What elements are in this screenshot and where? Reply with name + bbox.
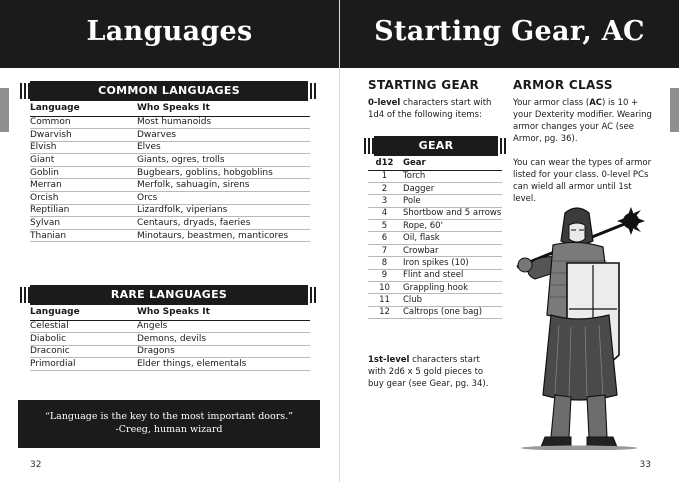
column-header-language: Language [30,305,137,320]
language-cell: Orcish [30,192,137,205]
intro-rest: characters start with 1d4 of the following items: [368,98,492,120]
language-cell: Diabolic [30,333,137,346]
table-header-row [30,305,310,320]
table-row [30,229,310,242]
gear-cell: Flint and steel [401,269,502,281]
table-row [368,257,502,269]
gear-cell: Crowbar [401,244,502,256]
speakers-cell: Lizardfolk, viperians [137,204,310,217]
speakers-cell: Giants, ogres, trolls [137,154,310,167]
roll-cell: 3 [368,195,401,207]
table-row [30,358,310,371]
roll-cell: 6 [368,232,401,244]
table-row [30,204,310,217]
language-cell: Thanian [30,229,137,242]
roll-cell: 1 [368,170,401,182]
rare-languages-banner: RARE LANGUAGES [30,285,308,305]
speakers-cell: Centaurs, dryads, faeries [137,217,310,230]
ac-text-a: Your armor class ( [513,98,590,108]
armor-class-paragraph-2: You can wear the types of armor listed for your class. 0-level PCs can wield all armor until 1st level. [513,158,652,204]
page-title-starting-gear: Starting Gear, AC [374,16,645,47]
ac-text-b: ) is 10 + your Dexterity modifier. Wearing armor changes your AC (see Armor, pg. 36). [513,98,652,144]
table-row [30,179,310,192]
roll-cell: 12 [368,306,401,318]
quote-box [18,400,320,448]
column-header-language: Language [30,101,137,116]
column-header-gear: Gear [401,156,502,170]
table-row [30,333,310,346]
intro-bold: 0-level [368,98,401,108]
language-cell: Goblin [30,166,137,179]
gear-cell: Iron spikes (10) [401,257,502,269]
table-row [368,306,502,318]
roll-cell: 11 [368,294,401,306]
language-cell: Sylvan [30,217,137,230]
page-number-left: 32 [30,460,42,470]
table-header-row [30,101,310,116]
page-edge-tab [670,88,679,132]
language-cell: Giant [30,154,137,167]
gear-banner: GEAR [374,136,498,156]
armor-class-paragraph-1 [513,97,655,145]
gear-cell: Caltrops (one bag) [401,306,502,318]
roll-cell: 7 [368,244,401,256]
table-row [368,282,502,294]
gear-cell: Torch [401,170,502,182]
roll-cell: 10 [368,282,401,294]
common-languages-banner: COMMON LANGUAGES [30,81,308,101]
language-cell: Celestial [30,320,137,333]
starting-gear-outro [368,354,500,390]
gear-cell: Rope, 60' [401,220,502,232]
roll-cell: 2 [368,182,401,194]
table-row [368,182,502,194]
gear-cell: Grappling hook [401,282,502,294]
gear-cell: Oil, flask [401,232,502,244]
starting-gear-intro [368,97,500,121]
language-cell: Common [30,116,137,129]
table-header-row [368,156,502,170]
speakers-cell: Dwarves [137,129,310,142]
quote-text: “Language is the key to the most important doors.” [44,411,294,422]
starting-gear-heading: STARTING GEAR [368,78,480,92]
table-row [30,129,310,142]
gear-cell: Pole [401,195,502,207]
language-cell: Merran [30,179,137,192]
table-row [368,232,502,244]
speakers-cell: Merfolk, sahuagin, sirens [137,179,310,192]
language-cell: Primordial [30,358,137,371]
column-header-d12: d12 [368,156,401,170]
speakers-cell: Bugbears, goblins, hobgoblins [137,166,310,179]
mace-head [617,207,645,235]
table-row [368,195,502,207]
language-cell: Dwarvish [30,129,137,142]
table-row [368,170,502,182]
roll-cell: 8 [368,257,401,269]
armored-warrior-illustration [507,205,652,450]
speakers-cell: Minotaurs, beastmen, manticores [137,229,310,242]
speakers-cell: Elder things, elementals [137,358,310,371]
right-page [340,0,679,482]
roll-cell: 9 [368,269,401,281]
ac-text-bold: AC [589,98,603,108]
column-header-who-speaks: Who Speaks It [137,101,310,116]
table-row [30,320,310,333]
speakers-cell: Orcs [137,192,310,205]
page-edge-tab [0,88,9,132]
column-header-who-speaks: Who Speaks It [137,305,310,320]
table-row [368,220,502,232]
left-page-header [0,0,339,68]
roll-cell: 4 [368,207,401,219]
table-row [30,217,310,230]
rare-languages-table [30,305,310,371]
right-page-header [340,0,679,68]
language-cell: Draconic [30,345,137,358]
gear-cell: Dagger [401,182,502,194]
gear-table [368,156,502,319]
speakers-cell: Dragons [137,345,310,358]
outro-bold: 1st-level [368,355,410,365]
table-row [30,141,310,154]
table-row [30,116,310,129]
table-row [368,244,502,256]
page-number-right: 33 [639,460,651,470]
gear-cell: Club [401,294,502,306]
table-row [368,269,502,281]
common-languages-table [30,101,310,242]
speakers-cell: Demons, devils [137,333,310,346]
table-row [30,154,310,167]
table-row [30,192,310,205]
language-cell: Reptilian [30,204,137,217]
left-page [0,0,339,482]
language-cell: Elvish [30,141,137,154]
outro-rest: characters start with 2d6 x 5 gold pieces to buy gear (see Gear, pg. 34). [368,355,489,389]
table-row [30,166,310,179]
speakers-cell: Elves [137,141,310,154]
page-title-languages: Languages [86,16,253,47]
armor-class-heading: ARMOR CLASS [513,78,613,92]
roll-cell: 5 [368,220,401,232]
table-row [368,207,502,219]
table-row [368,294,502,306]
speakers-cell: Angels [137,320,310,333]
gear-cell: Shortbow and 5 arrows [403,208,502,219]
speakers-cell: Most humanoids [137,116,310,129]
quote-author: -Creeg, human wizard [115,424,223,435]
table-row [30,345,310,358]
